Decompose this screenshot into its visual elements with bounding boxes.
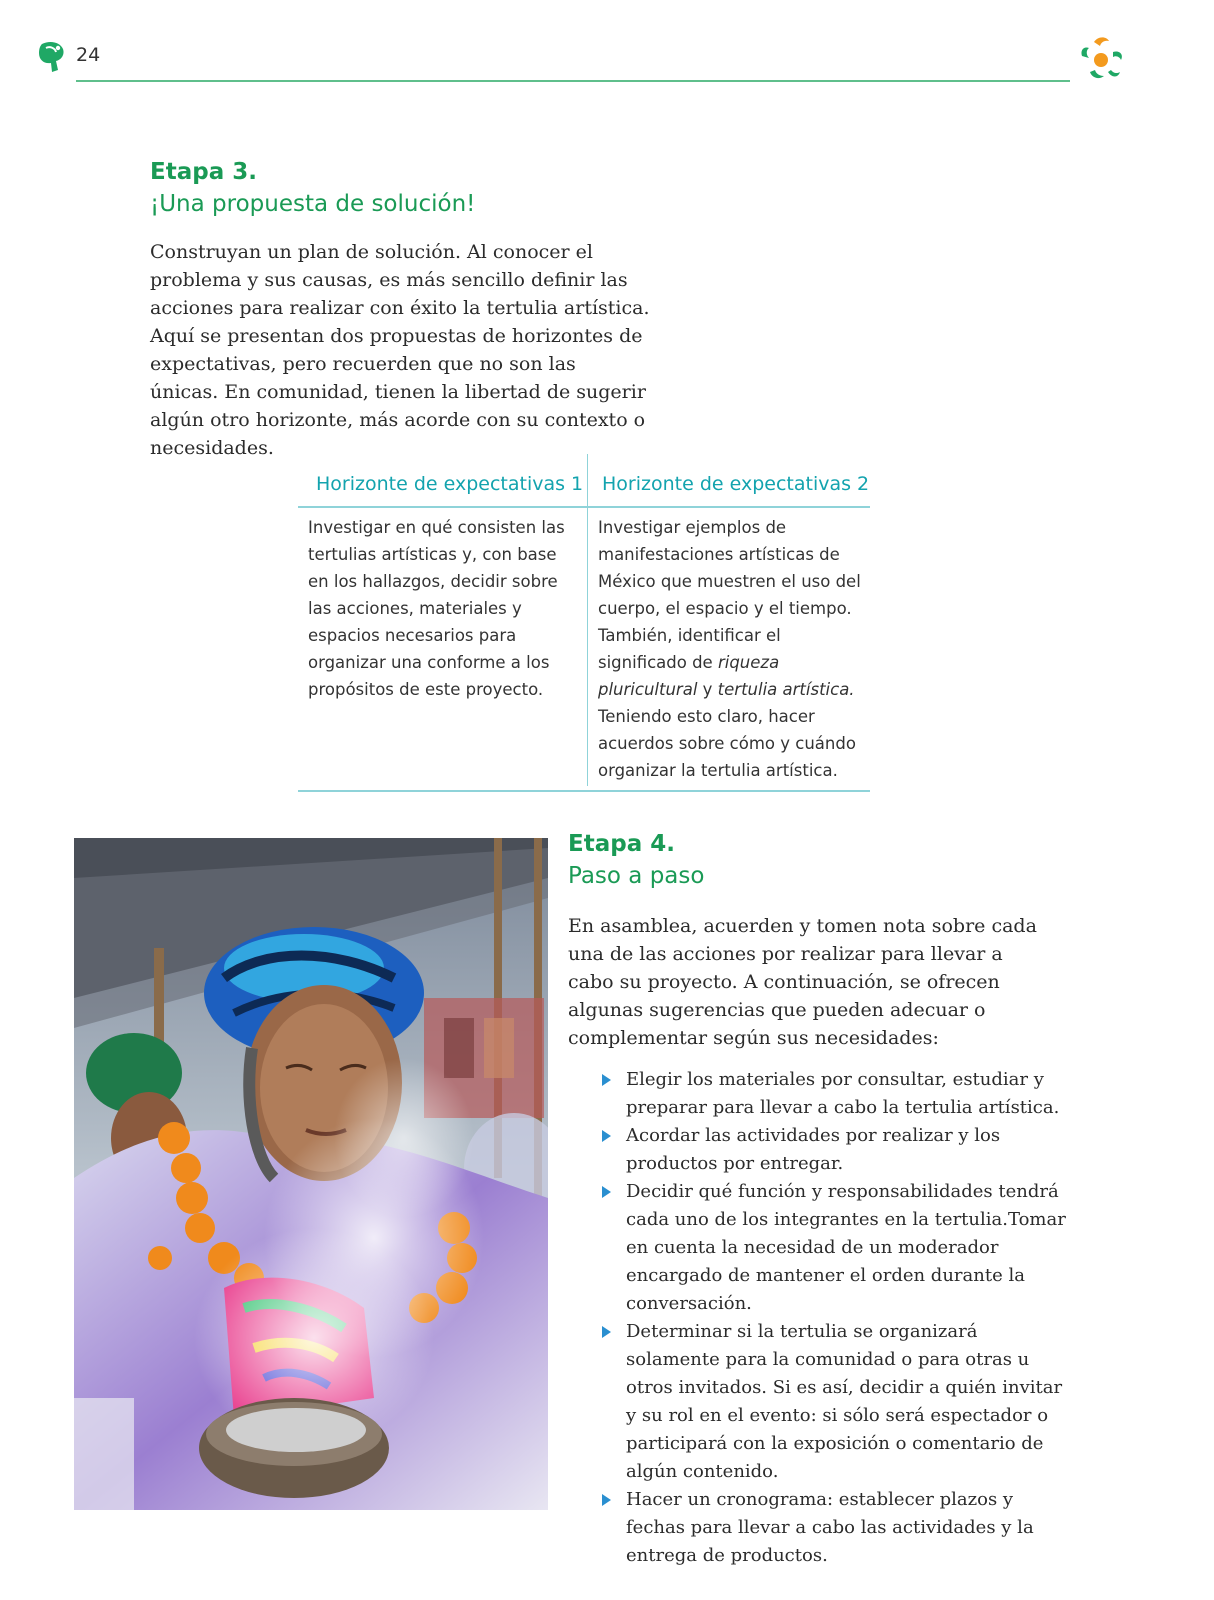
term-tertulia-artistica: tertulia artística. — [717, 680, 855, 699]
list-item — [600, 1122, 1070, 1178]
suggestions-list — [600, 1066, 1070, 1570]
table-cell-2-text-c: Teniendo esto claro, hacer acuerdos sobre cómo y cuándo organizar la tertulia artística. — [598, 707, 856, 780]
list-item-text: Hacer un cronograma: establecer plazos y fechas para llevar a cabo las actividades y la entrega de productos. — [626, 1489, 1034, 1566]
bullet-arrow-icon — [602, 1494, 611, 1506]
sun-emblem-icon — [1074, 34, 1128, 86]
list-item-text: Acordar las actividades por realizar y los productos por entregar. — [626, 1125, 1001, 1174]
table-cell-1: Investigar en qué consisten las tertulias artísticas y, con base en los hallazgos, decidir sobre las acciones, materiales y espacios necesarios para organizar una conforme a los propósitos de este proyecto. — [308, 518, 565, 699]
stage4-heading — [568, 828, 704, 892]
table-column-divider — [587, 454, 588, 786]
table-header-row — [298, 462, 870, 508]
stage3-subtitle: ¡Una propuesta de solución! — [150, 191, 476, 217]
list-item — [600, 1318, 1070, 1486]
header-divider — [76, 80, 1070, 82]
page-number: 24 — [76, 44, 101, 66]
table-cell-2-text-b: y — [697, 680, 718, 699]
table-cell-2-text-a: Investigar ejemplos de manifestaciones artísticas de México que muestren el uso del cuerpo, el espacio y el tiempo. También, identificar el significado de — [598, 518, 861, 672]
stage4-title: Etapa 4. — [568, 831, 675, 857]
stage3-heading — [150, 156, 475, 220]
photo-indigenous-woman-incense — [74, 838, 548, 1510]
stage3-title: Etapa 3. — [150, 159, 257, 185]
table-body-row — [298, 508, 870, 792]
list-item — [600, 1178, 1070, 1318]
leaf-logo-icon — [36, 40, 66, 74]
list-item — [600, 1486, 1070, 1570]
expectations-table — [298, 462, 870, 792]
list-item-text: Determinar si la tertulia se organizará solamente para la comunidad o para otras u otros invitados. Si es así, decidir a quién invitar y su rol en el evento: si sólo será espectador o participará con la exposición o comentario de algún contenido. — [626, 1321, 1063, 1482]
list-item-text: Decidir qué función y responsabilidades tendrá cada uno de los integrantes en la tertulia.Tomar en cuenta la necesidad de un moderador encargado de mantener el orden durante la conversación. — [626, 1181, 1066, 1314]
stage4-paragraph: En asamblea, acuerden y tomen nota sobre cada una de las acciones por realizar para llevar a cabo su proyecto. A continuación, se ofrecen algunas sugerencias que pueden adecuar o complementar según sus necesidades: — [568, 915, 1037, 1049]
stage3-paragraph: Construyan un plan de solución. Al conocer el problema y sus causas, es más sencillo definir las acciones para realizar con éxito la tertulia artística. Aquí se presentan dos propuestas de horizontes de expectativas, pero recuerden que no son las únicas. En comunidad, tienen la libertad de sugerir algún otro horizonte, más acorde con su contexto o necesidades. — [150, 241, 650, 459]
table-cell-2 — [588, 514, 870, 790]
table-header-2: Horizonte de expectativas 2 — [602, 473, 870, 495]
table-header-1: Horizonte de expectativas 1 — [316, 473, 584, 495]
bullet-arrow-icon — [602, 1130, 611, 1142]
stage4-subtitle: Paso a paso — [568, 863, 705, 889]
bullet-arrow-icon — [602, 1074, 611, 1086]
term-riqueza-pluricultural: riqueza pluricultural — [598, 653, 780, 699]
list-item — [600, 1066, 1070, 1122]
bullet-arrow-icon — [602, 1186, 611, 1198]
list-item-text: Elegir los materiales por consultar, estudiar y preparar para llevar a cabo la tertulia artística. — [626, 1069, 1060, 1118]
bullet-arrow-icon — [602, 1326, 611, 1338]
